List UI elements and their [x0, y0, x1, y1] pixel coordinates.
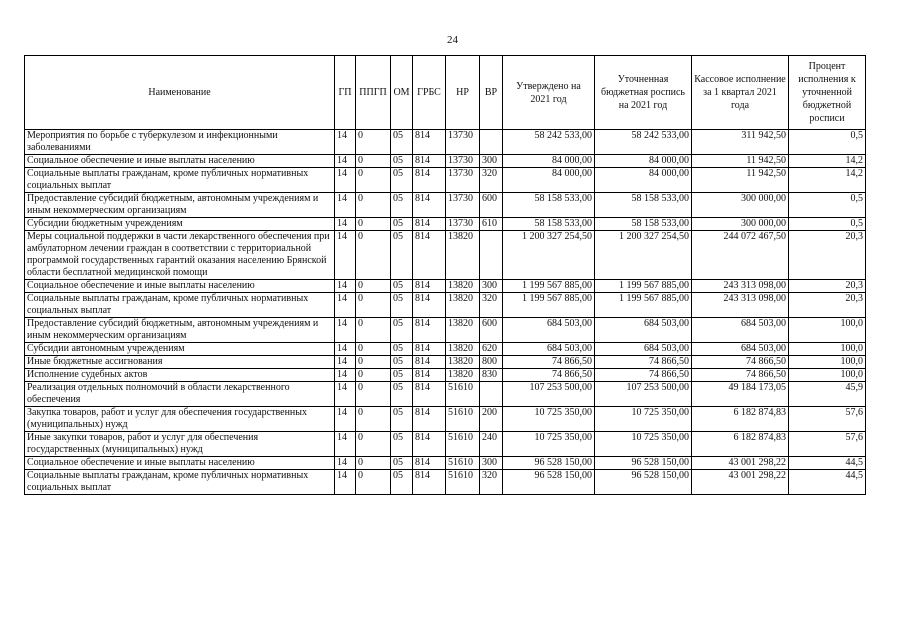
table-row: [25, 155, 866, 168]
cell-np: 13730: [446, 218, 480, 231]
cell-cash: 11 942,50: [692, 168, 789, 193]
cell-grbs: 814: [413, 369, 446, 382]
cell-refined: 684 503,00: [595, 343, 692, 356]
cell-vr: 300: [480, 280, 503, 293]
cell-refined: 1 199 567 885,00: [595, 293, 692, 318]
cell-grbs: 814: [413, 318, 446, 343]
cell-name: Реализация отдельных полномочий в области лекарственного обеспечения: [25, 382, 335, 407]
cell-ppgp: 0: [356, 382, 391, 407]
cell-refined: 10 725 350,00: [595, 407, 692, 432]
cell-gp: 14: [335, 168, 356, 193]
cell-percent: 100,0: [789, 318, 866, 343]
cell-np: 13820: [446, 369, 480, 382]
cell-vr: 320: [480, 168, 503, 193]
table-row: [25, 407, 866, 432]
cell-ppgp: 0: [356, 130, 391, 155]
cell-cash: 243 313 098,00: [692, 280, 789, 293]
table-row: [25, 280, 866, 293]
cell-refined: 96 528 150,00: [595, 457, 692, 470]
cell-grbs: 814: [413, 356, 446, 369]
cell-name: Иные бюджетные ассигнования: [25, 356, 335, 369]
cell-grbs: 814: [413, 293, 446, 318]
header-cash: Кассовое исполнение за 1 квартал 2021 года: [692, 56, 789, 130]
header-name: Наименование: [25, 56, 335, 130]
cell-grbs: 814: [413, 470, 446, 495]
cell-om: 05: [391, 280, 413, 293]
cell-percent: 100,0: [789, 356, 866, 369]
cell-om: 05: [391, 155, 413, 168]
cell-ppgp: 0: [356, 318, 391, 343]
budget-execution-table: [24, 55, 866, 495]
table-row: [25, 293, 866, 318]
cell-percent: 45,9: [789, 382, 866, 407]
cell-vr: 600: [480, 193, 503, 218]
cell-percent: 44,5: [789, 470, 866, 495]
cell-approved: 10 725 350,00: [503, 407, 595, 432]
cell-grbs: 814: [413, 193, 446, 218]
cell-approved: 58 158 533,00: [503, 218, 595, 231]
cell-ppgp: 0: [356, 280, 391, 293]
cell-approved: 1 200 327 254,50: [503, 231, 595, 280]
cell-refined: 1 200 327 254,50: [595, 231, 692, 280]
cell-percent: 20,3: [789, 280, 866, 293]
cell-refined: 1 199 567 885,00: [595, 280, 692, 293]
cell-om: 05: [391, 470, 413, 495]
cell-cash: 300 000,00: [692, 218, 789, 231]
cell-om: 05: [391, 457, 413, 470]
cell-percent: 57,6: [789, 432, 866, 457]
cell-om: 05: [391, 369, 413, 382]
cell-ppgp: 0: [356, 155, 391, 168]
cell-grbs: 814: [413, 130, 446, 155]
cell-ppgp: 0: [356, 457, 391, 470]
cell-approved: 96 528 150,00: [503, 470, 595, 495]
cell-om: 05: [391, 293, 413, 318]
cell-ppgp: 0: [356, 432, 391, 457]
header-approved: Утверждено на 2021 год: [503, 56, 595, 130]
table-row: [25, 343, 866, 356]
cell-percent: 20,3: [789, 293, 866, 318]
cell-grbs: 814: [413, 382, 446, 407]
cell-cash: 11 942,50: [692, 155, 789, 168]
cell-grbs: 814: [413, 155, 446, 168]
cell-vr: 800: [480, 356, 503, 369]
cell-approved: 1 199 567 885,00: [503, 293, 595, 318]
cell-np: 13730: [446, 193, 480, 218]
cell-gp: 14: [335, 470, 356, 495]
cell-np: 51610: [446, 432, 480, 457]
cell-grbs: 814: [413, 457, 446, 470]
cell-ppgp: 0: [356, 231, 391, 280]
cell-grbs: 814: [413, 231, 446, 280]
cell-approved: 1 199 567 885,00: [503, 280, 595, 293]
cell-approved: 58 242 533,00: [503, 130, 595, 155]
cell-percent: 0,5: [789, 130, 866, 155]
table-row: [25, 382, 866, 407]
cell-ppgp: 0: [356, 343, 391, 356]
cell-gp: 14: [335, 130, 356, 155]
cell-percent: 0,5: [789, 193, 866, 218]
cell-refined: 74 866,50: [595, 356, 692, 369]
header-refined: Уточненная бюджетная роспись на 2021 год: [595, 56, 692, 130]
cell-vr: 200: [480, 407, 503, 432]
cell-gp: 14: [335, 318, 356, 343]
cell-cash: 43 001 298,22: [692, 470, 789, 495]
cell-vr: 300: [480, 155, 503, 168]
cell-percent: 14,2: [789, 168, 866, 193]
cell-vr: 830: [480, 369, 503, 382]
cell-refined: 58 242 533,00: [595, 130, 692, 155]
header-np: НР: [446, 56, 480, 130]
cell-vr: [480, 382, 503, 407]
cell-om: 05: [391, 168, 413, 193]
cell-np: 51610: [446, 457, 480, 470]
cell-ppgp: 0: [356, 356, 391, 369]
page-number: 24: [447, 34, 458, 46]
cell-cash: 6 182 874,83: [692, 432, 789, 457]
cell-vr: 610: [480, 218, 503, 231]
cell-grbs: 814: [413, 218, 446, 231]
cell-name: Социальные выплаты гражданам, кроме публичных нормативных социальных выплат: [25, 293, 335, 318]
cell-vr: 320: [480, 293, 503, 318]
table-row: [25, 231, 866, 280]
cell-np: 13820: [446, 356, 480, 369]
cell-cash: 243 313 098,00: [692, 293, 789, 318]
cell-approved: 84 000,00: [503, 155, 595, 168]
cell-percent: 100,0: [789, 343, 866, 356]
cell-name: Предоставление субсидий бюджетным, автономным учреждениям и иным некоммерческим организациям: [25, 193, 335, 218]
header-om: ОМ: [391, 56, 413, 130]
cell-gp: 14: [335, 280, 356, 293]
cell-om: 05: [391, 130, 413, 155]
cell-name: Социальное обеспечение и иные выплаты населению: [25, 457, 335, 470]
cell-np: 13730: [446, 155, 480, 168]
cell-vr: 320: [480, 470, 503, 495]
cell-name: Мероприятия по борьбе с туберкулезом и инфекционными заболеваниями: [25, 130, 335, 155]
cell-grbs: 814: [413, 407, 446, 432]
cell-gp: 14: [335, 432, 356, 457]
header-vr: ВР: [480, 56, 503, 130]
table-row: [25, 457, 866, 470]
cell-ppgp: 0: [356, 407, 391, 432]
table-header-row: [25, 56, 866, 130]
cell-approved: 96 528 150,00: [503, 457, 595, 470]
cell-percent: 100,0: [789, 369, 866, 382]
cell-np: 51610: [446, 382, 480, 407]
cell-grbs: 814: [413, 168, 446, 193]
cell-cash: 300 000,00: [692, 193, 789, 218]
cell-name: Социальное обеспечение и иные выплаты населению: [25, 155, 335, 168]
cell-refined: 107 253 500,00: [595, 382, 692, 407]
cell-grbs: 814: [413, 343, 446, 356]
cell-percent: 20,3: [789, 231, 866, 280]
cell-name: Иные закупки товаров, работ и услуг для обеспечения государственных (муниципальных) нужд: [25, 432, 335, 457]
table-row: [25, 218, 866, 231]
cell-vr: 600: [480, 318, 503, 343]
cell-om: 05: [391, 382, 413, 407]
header-percent: Процент исполнения к уточненной бюджетной росписи: [789, 56, 866, 130]
cell-np: 51610: [446, 407, 480, 432]
cell-np: 13820: [446, 343, 480, 356]
table-row: [25, 168, 866, 193]
cell-om: 05: [391, 432, 413, 457]
cell-cash: 244 072 467,50: [692, 231, 789, 280]
cell-cash: 49 184 173,05: [692, 382, 789, 407]
cell-name: Социальные выплаты гражданам, кроме публичных нормативных социальных выплат: [25, 470, 335, 495]
table-row: [25, 369, 866, 382]
cell-refined: 10 725 350,00: [595, 432, 692, 457]
cell-np: 13820: [446, 231, 480, 280]
cell-om: 05: [391, 218, 413, 231]
cell-om: 05: [391, 343, 413, 356]
cell-approved: 84 000,00: [503, 168, 595, 193]
cell-refined: 58 158 533,00: [595, 218, 692, 231]
cell-gp: 14: [335, 155, 356, 168]
cell-gp: 14: [335, 193, 356, 218]
cell-cash: 684 503,00: [692, 318, 789, 343]
header-grbs: ГРБС: [413, 56, 446, 130]
cell-name: Меры социальной поддержки в части лекарственного обеспечения при амбулаторном лечении граждан в соответствии с территориальной программой государственных гарантий оказания населению Брянской области бесплатной медицинской помощи: [25, 231, 335, 280]
cell-vr: 240: [480, 432, 503, 457]
cell-name: Исполнение судебных актов: [25, 369, 335, 382]
cell-ppgp: 0: [356, 293, 391, 318]
cell-approved: 684 503,00: [503, 343, 595, 356]
cell-np: 13820: [446, 293, 480, 318]
cell-percent: 44,5: [789, 457, 866, 470]
cell-gp: 14: [335, 218, 356, 231]
cell-om: 05: [391, 193, 413, 218]
cell-gp: 14: [335, 457, 356, 470]
table-row: [25, 130, 866, 155]
cell-name: Социальные выплаты гражданам, кроме публичных нормативных социальных выплат: [25, 168, 335, 193]
table-row: [25, 193, 866, 218]
cell-gp: 14: [335, 382, 356, 407]
cell-gp: 14: [335, 231, 356, 280]
cell-percent: 14,2: [789, 155, 866, 168]
header-gp: ГП: [335, 56, 356, 130]
table-body: [25, 130, 866, 495]
cell-cash: 684 503,00: [692, 343, 789, 356]
cell-np: 13820: [446, 318, 480, 343]
cell-refined: 684 503,00: [595, 318, 692, 343]
cell-ppgp: 0: [356, 369, 391, 382]
cell-vr: 620: [480, 343, 503, 356]
cell-approved: 74 866,50: [503, 369, 595, 382]
cell-ppgp: 0: [356, 218, 391, 231]
cell-om: 05: [391, 356, 413, 369]
cell-np: 13730: [446, 168, 480, 193]
cell-name: Закупка товаров, работ и услуг для обеспечения государственных (муниципальных) нужд: [25, 407, 335, 432]
cell-gp: 14: [335, 356, 356, 369]
cell-vr: [480, 231, 503, 280]
cell-refined: 84 000,00: [595, 168, 692, 193]
cell-refined: 74 866,50: [595, 369, 692, 382]
cell-np: 13820: [446, 280, 480, 293]
cell-approved: 107 253 500,00: [503, 382, 595, 407]
cell-cash: 74 866,50: [692, 369, 789, 382]
cell-vr: [480, 130, 503, 155]
cell-refined: 84 000,00: [595, 155, 692, 168]
cell-gp: 14: [335, 407, 356, 432]
cell-gp: 14: [335, 293, 356, 318]
cell-cash: 43 001 298,22: [692, 457, 789, 470]
cell-refined: 58 158 533,00: [595, 193, 692, 218]
cell-approved: 10 725 350,00: [503, 432, 595, 457]
cell-cash: 311 942,50: [692, 130, 789, 155]
cell-name: Субсидии бюджетным учреждениям: [25, 218, 335, 231]
table-row: [25, 318, 866, 343]
table-row: [25, 356, 866, 369]
cell-om: 05: [391, 407, 413, 432]
cell-ppgp: 0: [356, 168, 391, 193]
cell-grbs: 814: [413, 432, 446, 457]
cell-approved: 74 866,50: [503, 356, 595, 369]
cell-om: 05: [391, 318, 413, 343]
cell-percent: 57,6: [789, 407, 866, 432]
cell-gp: 14: [335, 369, 356, 382]
cell-np: 51610: [446, 470, 480, 495]
cell-approved: 58 158 533,00: [503, 193, 595, 218]
header-ppgp: ППГП: [356, 56, 391, 130]
cell-name: Субсидии автономным учреждениям: [25, 343, 335, 356]
cell-np: 13730: [446, 130, 480, 155]
cell-cash: 74 866,50: [692, 356, 789, 369]
cell-vr: 300: [480, 457, 503, 470]
cell-ppgp: 0: [356, 470, 391, 495]
cell-refined: 96 528 150,00: [595, 470, 692, 495]
cell-name: Предоставление субсидий бюджетным, автономным учреждениям и иным некоммерческим организациям: [25, 318, 335, 343]
table-row: [25, 470, 866, 495]
cell-percent: 0,5: [789, 218, 866, 231]
cell-cash: 6 182 874,83: [692, 407, 789, 432]
cell-approved: 684 503,00: [503, 318, 595, 343]
cell-ppgp: 0: [356, 193, 391, 218]
cell-gp: 14: [335, 343, 356, 356]
cell-om: 05: [391, 231, 413, 280]
cell-grbs: 814: [413, 280, 446, 293]
cell-name: Социальное обеспечение и иные выплаты населению: [25, 280, 335, 293]
table-row: [25, 432, 866, 457]
